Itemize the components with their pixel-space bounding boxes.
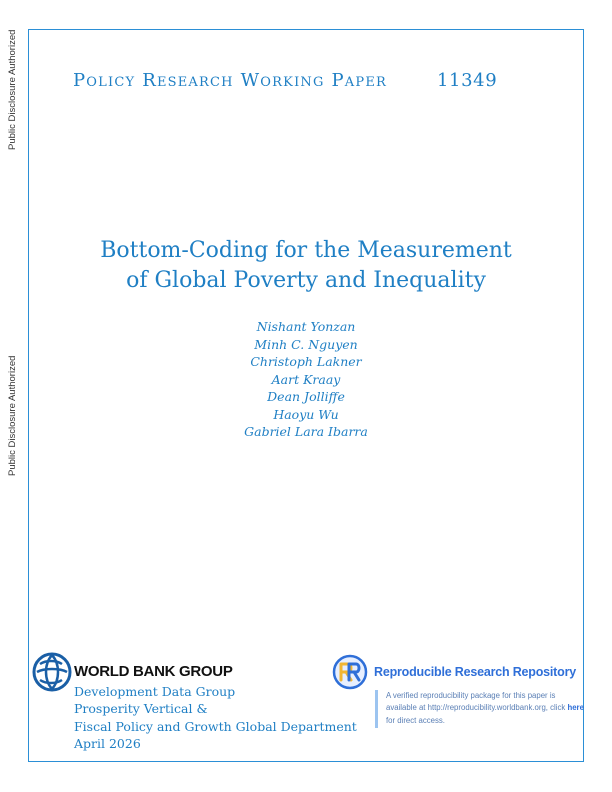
world-bank-globe-icon (32, 652, 72, 692)
series-name: Policy Research Working Paper (73, 70, 388, 91)
disclosure-label-top: Public Disclosure Authorized (7, 29, 18, 150)
author-name: Aart Kraay (271, 371, 341, 387)
repository-here-link[interactable]: here (567, 703, 584, 713)
repository-note-text: A verified reproducibility package for this paper is available at http://reproducibility.worldbank.org, click (386, 691, 568, 713)
author-list (200, 318, 412, 441)
department-line: Fiscal Policy and Growth Global Department (74, 718, 357, 734)
author-name: Nishant Yonzan (256, 319, 356, 334)
author-name: Haoyu Wu (273, 406, 339, 422)
department-line: Development Data Group (74, 684, 236, 699)
author-name: Dean Jolliffe (267, 389, 345, 404)
repository-divider (375, 690, 378, 728)
publication-date: April 2026 (74, 735, 141, 751)
title-line-1: Bottom-Coding for the Measurement (100, 238, 512, 263)
publisher-name: WORLD BANK GROUP (74, 663, 233, 680)
title-line-2: of Global Poverty and Inequality (126, 268, 486, 293)
repository-title: Reproducible Research Repository (374, 665, 576, 679)
disclosure-label-bottom: Public Disclosure Authorized (7, 355, 18, 476)
repository-note (386, 690, 586, 727)
repository-note-end: for direct access. (386, 715, 445, 725)
author-name: Minh C. Nguyen (254, 336, 358, 352)
author-name: Gabriel Lara Ibarra (244, 424, 368, 439)
reproducible-research-rr-icon (332, 654, 368, 690)
publisher-details (74, 683, 357, 752)
department-line: Prosperity Vertical & (74, 701, 208, 717)
paper-title (60, 236, 552, 296)
author-name: Christoph Lakner (250, 354, 362, 369)
paper-number: 11349 (437, 70, 498, 91)
